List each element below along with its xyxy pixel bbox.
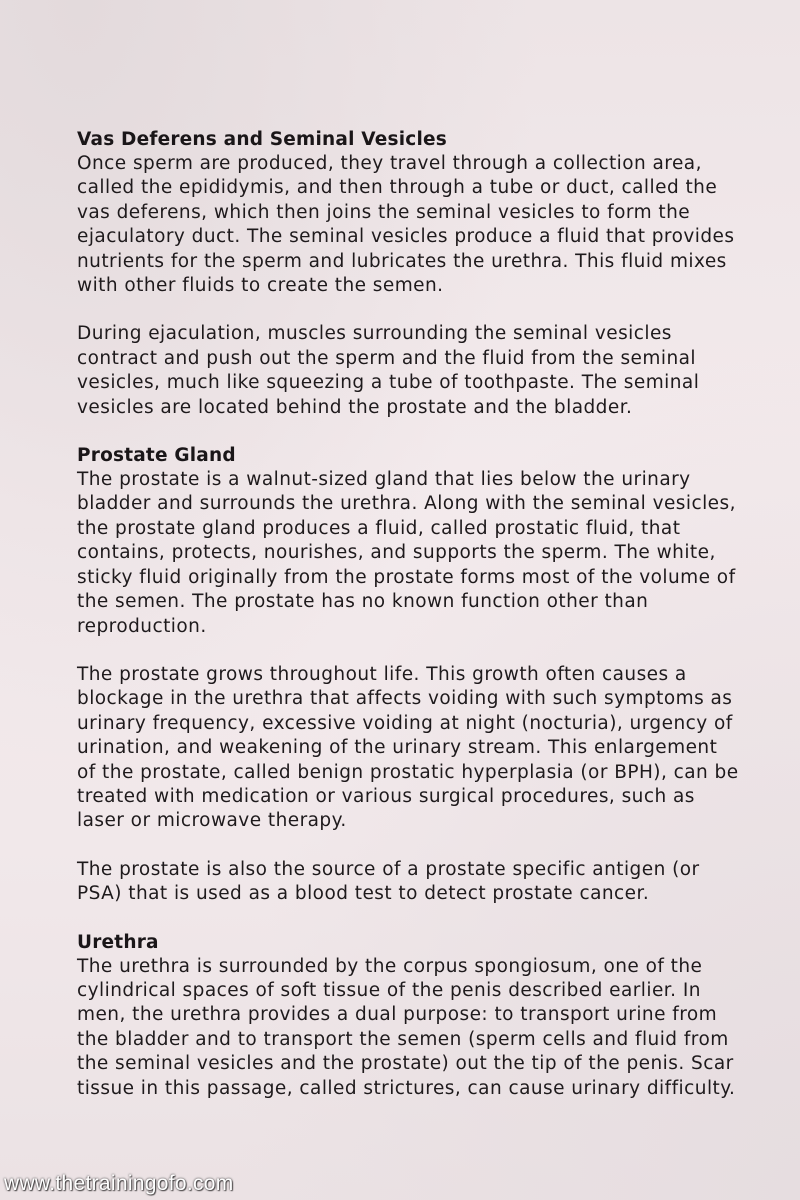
paragraph bbox=[77, 322, 777, 420]
text-line: reproduction. bbox=[77, 615, 207, 637]
text-line: sticky fluid originally from the prostate forms most of the volume of bbox=[77, 566, 736, 588]
text-line: urination, and weakening of the urinary stream. This enlargement bbox=[77, 737, 718, 759]
document-page bbox=[77, 128, 777, 1101]
text-line: urinary frequency, excessive voiding at night (nocturia), urgency of bbox=[77, 712, 733, 734]
text-line: bladder and surrounds the urethra. Along with the seminal vesicles, bbox=[77, 493, 736, 515]
text-line: the bladder and to transport the semen (sperm cells and fluid from bbox=[77, 1028, 729, 1050]
text-line: of the prostate, called benign prostatic hyperplasia (or BPH), can be bbox=[77, 761, 739, 783]
section-vas-deferens bbox=[77, 128, 777, 420]
text-line: men, the urethra provides a dual purpose: to transport urine from bbox=[77, 1004, 718, 1026]
text-line: The prostate grows throughout life. This growth often causes a bbox=[77, 663, 687, 685]
text-line: vas deferens, which then joins the seminal vesicles to form the bbox=[77, 201, 691, 223]
section-heading: Prostate Gland bbox=[77, 445, 236, 467]
section-prostate-gland bbox=[77, 444, 777, 907]
text-line: The prostate is also the source of a prostate specific antigen (or bbox=[77, 858, 700, 880]
text-line: PSA) that is used as a blood test to detect prostate cancer. bbox=[77, 883, 650, 905]
text-line: nutrients for the sperm and lubricates the urethra. This fluid mixes bbox=[77, 250, 727, 272]
paragraph bbox=[77, 858, 777, 907]
text-line: cylindrical spaces of soft tissue of the penis described earlier. In bbox=[77, 979, 701, 1001]
text-line: vesicles, much like squeezing a tube of toothpaste. The seminal bbox=[77, 372, 700, 394]
text-line: vesicles are located behind the prostate and the bladder. bbox=[77, 396, 633, 418]
text-line: with other fluids to create the semen. bbox=[77, 275, 444, 297]
text-line: blockage in the urethra that affects voiding with such symptoms as bbox=[77, 688, 733, 710]
text-line: ejaculatory duct. The seminal vesicles produce a fluid that provides bbox=[77, 226, 735, 248]
website-watermark: www.thetrainingofo.com bbox=[4, 1172, 234, 1195]
text-line: The prostate is a walnut-sized gland that lies below the urinary bbox=[77, 469, 691, 491]
text-line: treated with medication or various surgical procedures, such as bbox=[77, 785, 695, 807]
paragraph bbox=[77, 955, 777, 1101]
text-line: laser or microwave therapy. bbox=[77, 810, 347, 832]
section-heading: Vas Deferens and Seminal Vesicles bbox=[77, 129, 447, 150]
text-line: tissue in this passage, called strictures, can cause urinary difficulty. bbox=[77, 1077, 736, 1099]
text-line: The urethra is surrounded by the corpus spongiosum, one of the bbox=[77, 955, 703, 977]
paragraph bbox=[77, 663, 777, 834]
text-line: the seminal vesicles and the prostate) out the tip of the penis. Scar bbox=[77, 1053, 734, 1075]
section-urethra bbox=[77, 931, 777, 1101]
text-line: contains, protects, nourishes, and supports the sperm. The white, bbox=[77, 542, 716, 564]
text-line: the semen. The prostate has no known function other than bbox=[77, 591, 649, 613]
text-line: called the epididymis, and then through a tube or duct, called the bbox=[77, 177, 718, 199]
text-line: Once sperm are produced, they travel through a collection area, bbox=[77, 153, 702, 174]
paragraph bbox=[77, 468, 777, 639]
paragraph bbox=[77, 152, 777, 298]
text-line: the prostate gland produces a fluid, called prostatic fluid, that bbox=[77, 517, 681, 539]
section-heading: Urethra bbox=[77, 931, 159, 953]
text-line: During ejaculation, muscles surrounding the seminal vesicles bbox=[77, 323, 672, 345]
text-line: contract and push out the sperm and the fluid from the seminal bbox=[77, 347, 697, 369]
